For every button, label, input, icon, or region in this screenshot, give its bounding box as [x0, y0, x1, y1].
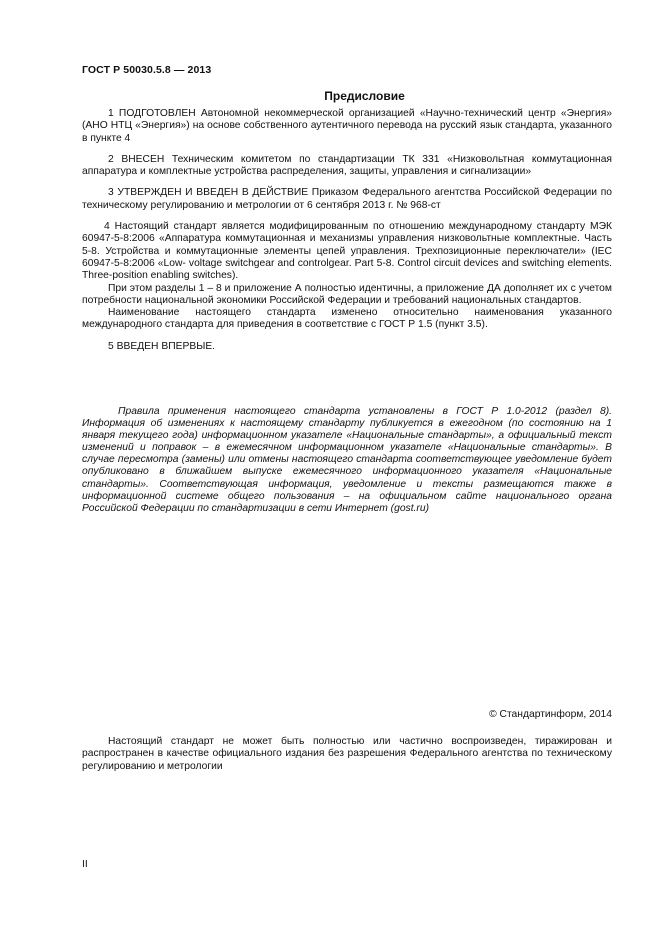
preface-item-4: 4 Настоящий стандарт является модифицированным по отношению международному стандарту МЭК 60947-5-8:2006 «Аппаратура коммутационная и механизмы управления низковольтные комплектные. Часть 5-8. Устройства и коммутационные элементы цепей управления. Трехпозиционные переключатели» (IEC 60947-5-8:2006 «Low- voltage switchgear and controlgear. Part 5-8. Control circuit devices and switching elements. Three-position enabling switches).	[82, 221, 612, 282]
preface-item-5: 5 ВВЕДЕН ВПЕРВЫЕ.	[108, 340, 216, 352]
application-rules-note: Правила применения настоящего стандарта установлены в ГОСТ Р 1.0-2012 (раздел 8). Информация об изменениях к настоящему стандарту публикуется в ежегодном (по состоянию на 1 января текущего года) информационном указателе «Национальные стандарты», а официальный текст изменений и поправок – в ежемесячном информационном указателе «Национальные стандарты». В случае пересмотра (замены) или отмены настоящего стандарта соответствующее уведомление будет опубликовано в ближайшем выпуске ежемесячного информационного указателя «Национальные стандарты». Соответствующая информация, уведомление и тексты размещаются также в информационной системе общего пользования – на официальном сайте национального органа Российской Федерации по стандартизации в сети Интернет (gost.ru)	[82, 406, 612, 514]
document-code: ГОСТ Р 50030.5.8 — 2013	[82, 64, 212, 76]
reproduction-notice: Настоящий стандарт не может быть полностью или частично воспроизведен, тиражирован и распространен в качестве официального издания без разрешения Федерального агентства по техническому регулированию и метрологии	[82, 736, 612, 772]
copyright: © Стандартинформ, 2014	[489, 709, 612, 720]
preface-item-2: 2 ВНЕСЕН Техническим комитетом по стандартизации ТК 331 «Низковольтная коммутационная аппаратура и комплектные устройства распределения, защиты, управления и сигнализации»	[82, 153, 612, 178]
preface-item-3: 3 УТВЕРЖДЕН И ВВЕДЕН В ДЕЙСТВИЕ Приказом Федерального агентства Российской Федерации по техническому регулированию и метрологии от 6 сентября 2013 г. № 968-ст	[82, 187, 612, 211]
preface-item-1: 1 ПОДГОТОВЛЕН Автономной некоммерческой организацией «Научно-технический центр «Энергия» (АНО НТЦ «Энергия») на основе собственного аутентичного перевода на русский язык стандарта, указанного в пункте 4	[82, 108, 612, 144]
page-number: II	[82, 859, 88, 870]
preface-body	[82, 108, 612, 353]
page-title: Предисловие	[324, 89, 405, 103]
preface-item-4-identity: При этом разделы 1 – 8 и приложение А полностью идентичны, а приложение ДА дополняет их с учетом потребности национальной экономики Российской Федерации и требований национальных стандартов.	[82, 282, 612, 306]
preface-item-4-name-change: Наименование настоящего стандарта изменено относительно наименования указанного международного стандарта для приведения в соответствие с ГОСТ Р 1.5 (пункт 3.5).	[82, 307, 612, 331]
